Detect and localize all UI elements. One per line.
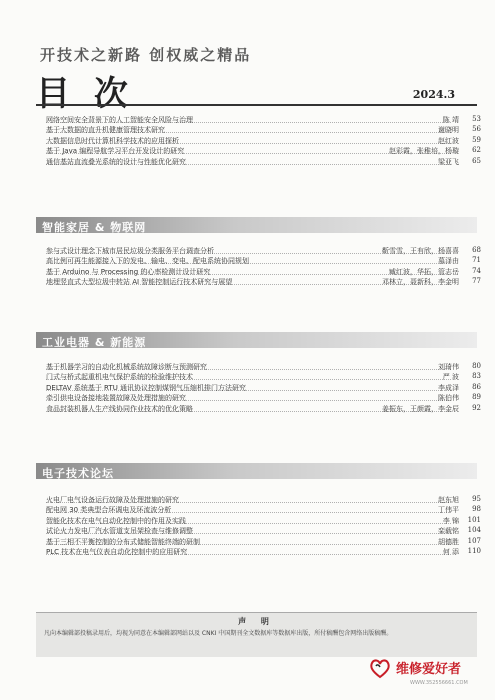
entry-title: 地埋竖直式大型垃圾中转站 AI 智能控制运行技术研究与展望 [46,278,233,287]
entry-list [46,362,481,414]
entry-page: 74 [472,266,481,275]
entry-title: 高比例可再生能源接入下的发电、输电、变电、配电系统协同规划 [46,257,249,266]
page-title: 目 次 [36,74,134,114]
entry-page: 83 [472,372,481,381]
entry-author: 严 波 [442,373,459,382]
entry-page: 101 [467,515,481,524]
toc-entry[interactable] [46,547,481,557]
entry-page: 107 [467,536,481,545]
toc-entry[interactable] [46,537,481,547]
section-title: 智能家居 & 物联网 [42,221,147,234]
entry-page: 86 [472,382,481,391]
entry-author: 梁亚飞 [438,157,459,166]
entry-page: 98 [472,505,481,514]
entry-author: 何 添 [442,547,459,556]
entry-page: 110 [467,546,481,555]
entry-page: 92 [472,403,481,412]
journal-slogan: 开技术之新路 创权威之精品 [40,46,252,64]
entry-page: 68 [472,246,481,254]
entry-page: 56 [472,125,481,134]
entry-title: 基于大数据的直升机健康管理技术研究 [46,126,165,135]
entry-title: 试论火力发电厂汽水管道支吊架检查与维修调整 [46,527,193,536]
toc-entry[interactable] [46,246,481,256]
entry-author: 刘琦伟 [438,363,459,371]
toc-entry[interactable] [46,516,481,526]
entry-list [46,115,481,167]
entry-page: 89 [472,393,481,402]
section-title: 工业电器 & 新能源 [42,336,147,349]
entry-author: 邓林立，聂新科，李金明 [382,278,459,287]
entry-author: 丁伟平 [438,506,459,515]
notice-title: 声 明 [238,617,275,626]
entry-author: 陈伯伟 [438,394,459,403]
entry-title: 参与式设计理念下城市居民垃圾分类服务平台调查分析 [46,247,214,255]
entry-author: 谢晓明 [438,126,459,135]
toc-entry[interactable] [46,362,481,372]
entry-title: 通信基站直流叠光系统的设计与性能优化研究 [46,157,186,166]
toc-entry[interactable] [46,136,481,146]
toc-entry[interactable] [46,146,481,156]
toc-entry[interactable] [46,526,481,536]
entry-page: 80 [472,362,481,370]
watermark-text: 维修爱好者 [396,662,462,677]
toc-entry[interactable] [46,256,481,266]
entry-list [46,246,481,288]
entry-title: 火电厂电气设备运行故障及处理措施的研究 [46,496,179,504]
notice-box [36,612,477,657]
toc-entry[interactable] [46,267,481,277]
toc-entry[interactable] [46,125,481,135]
toc-entry[interactable] [46,495,481,505]
entry-title: 基于三相不平衡控制的分布式储能智能终端的研制 [46,537,200,546]
entry-author: 李成泽 [438,383,459,392]
section-title: 电子技术论坛 [42,467,114,480]
entry-title: 食品封装机器人生产线协同作业技术的优化策略 [46,404,193,413]
entry-author: 靳雪雪，王有欣，杨喜喜 [382,247,459,255]
entry-title: 基于 Java 编程导航学习平台开发设计的研究 [46,147,185,156]
entry-author: 赵红波 [438,136,459,145]
toc-entry[interactable] [46,505,481,515]
entry-list [46,495,481,557]
entry-author: 慕泽由 [438,257,459,266]
entry-author: 赵东旭 [438,496,459,504]
toc-entry[interactable] [46,393,481,403]
entry-title: 配电网 30 类典型合环调电及环流波分析 [46,506,172,515]
section-header-industrial [36,332,477,348]
entry-author: 陈 靖 [442,116,459,124]
entry-page: 62 [472,146,481,155]
entry-author: 臧红波，华拓，管志岳 [389,267,459,276]
entry-page: 77 [472,277,481,286]
toc-entry[interactable] [46,277,481,287]
toc-entry[interactable] [46,157,481,167]
entry-title: 门式与桥式起重机电气保护系统的检验维护技术 [46,373,193,382]
toc-entry[interactable] [46,404,481,414]
entry-title: 基于机器学习的自动化机械系统故障诊断与预测研究 [46,363,207,371]
entry-page: 71 [472,256,481,265]
toc-entry[interactable] [46,372,481,382]
section-header-smart-home [36,217,477,233]
entry-title: DELTAV 系统基于 RTU 通讯协议控制煤钢气压缩机排门方法研究 [46,383,247,392]
toc-entry[interactable] [46,383,481,393]
entry-author: 赵彩霞，张稚培，杨璇 [389,147,459,156]
entry-author: 姜振东，王颜霞，李金辰 [382,404,459,413]
entry-author: 胡德胜 [438,537,459,546]
entry-title: 大数据信息时代计算机科学技术的应用探析 [46,136,179,145]
entry-page: 53 [472,115,481,123]
entry-page: 104 [467,526,481,535]
entry-title: 基于 Arduino 与 Processing 的心率检测计设计研究 [46,267,211,276]
entry-author: 栾载铭 [438,527,459,536]
notice-text: 凡向本编辑部投稿录用后，均视为同意在本编辑部网站以及 CNKI 中国期刊全文数据库等数据库出版，所付稿酬包含网络出版稿酬。 [44,630,393,637]
heart-swirl-logo-icon [368,656,392,680]
entry-title: PLC 技术在电气仪表自动化控制中的应用研究 [46,547,188,556]
entry-author: 李 锦 [442,516,459,525]
entry-title: 智能化技术在电气自动化控制中的作用及实践 [46,516,186,525]
entry-page: 95 [472,495,481,503]
entry-page: 59 [472,135,481,144]
toc-entry[interactable] [46,115,481,125]
entry-title: 牵引供电设备接地装置故障及处理措施的研究 [46,394,186,403]
entry-page: 65 [472,156,481,165]
watermark-url: WWW.352556661.COM [410,680,468,686]
section-header-electronics [36,463,477,479]
entry-title: 网络空间安全背景下的人工智能安全风险与治理 [46,116,193,124]
issue-number: 2024.3 [412,88,455,101]
title-rule [36,104,477,106]
